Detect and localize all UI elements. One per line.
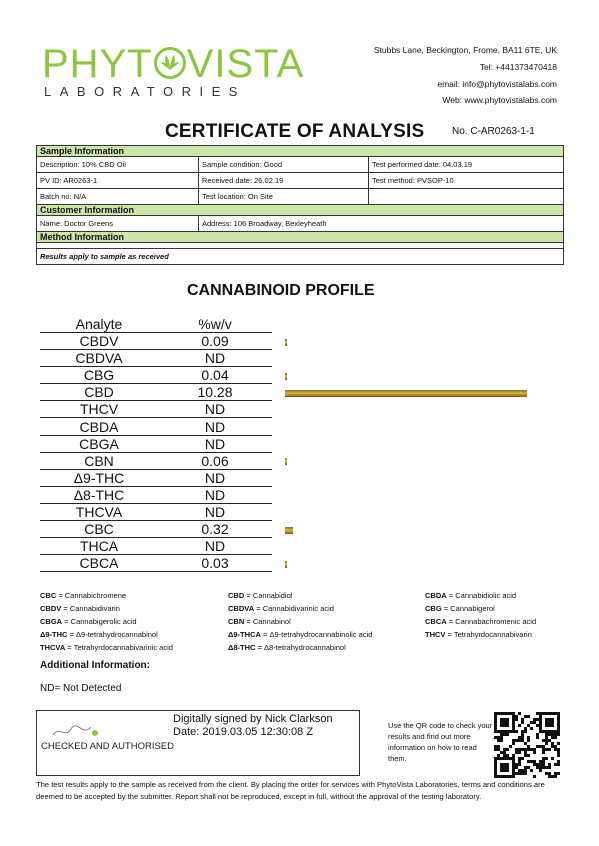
cannabinoid-profile-title: CANNABINOID PROFILE bbox=[187, 282, 375, 299]
abbreviation-value: Cannabidiolic acid bbox=[455, 591, 517, 600]
abbreviation-key: CBDA bbox=[425, 591, 447, 600]
abbreviation-key: CBCA bbox=[425, 617, 447, 626]
received-date: Received date: 26.02.19 bbox=[199, 173, 369, 189]
profile-row bbox=[40, 538, 272, 555]
telephone: Tel: +441373470418 bbox=[479, 62, 557, 72]
abbreviation-item bbox=[228, 590, 292, 603]
signature-stamp bbox=[51, 723, 101, 742]
profile-row bbox=[40, 367, 272, 384]
footer-disclaimer: The test results apply to the sample as received from the client. By placing the order for services with PhytoVista Laboratories, terms and conditions are deemed to be accepted by the submitter. Report shall not be reproduced, except in full, without the approval of the testing laboratory. bbox=[36, 780, 545, 801]
abbreviation-key: CBDVA bbox=[228, 604, 255, 613]
abbreviation-separator: = bbox=[67, 630, 77, 639]
website[interactable]: Web: www.phytovistalabs.com bbox=[442, 95, 557, 105]
abbreviation-separator: = bbox=[260, 630, 270, 639]
abbreviation-value: Cannabigerol bbox=[450, 604, 495, 613]
profile-row bbox=[40, 401, 272, 418]
bar-CBG bbox=[285, 373, 287, 380]
analyte-value: 0.03 bbox=[158, 555, 272, 572]
checked-authorised-label: CHECKED AND AUTHORISED bbox=[41, 741, 175, 752]
company-logo bbox=[42, 44, 304, 84]
analyte-name: THCV bbox=[40, 401, 158, 418]
abbreviation-separator: = bbox=[441, 604, 451, 613]
abbreviation-key: CBGA bbox=[40, 617, 63, 626]
bar-CBD bbox=[285, 390, 527, 397]
profile-row bbox=[40, 486, 272, 503]
qr-instructions: Use the QR code to check your results and find out more information on how to read them. bbox=[388, 721, 493, 763]
abbreviation-key: CBG bbox=[425, 604, 442, 613]
abbreviation-separator: = bbox=[62, 617, 71, 626]
profile-row bbox=[40, 452, 272, 469]
logo-text-part2: VISTA bbox=[186, 42, 305, 86]
results-note: Results apply to sample as received bbox=[37, 249, 564, 265]
abbreviation-item bbox=[228, 603, 334, 616]
abbreviation-separator: = bbox=[254, 604, 263, 613]
abbreviation-separator: = bbox=[244, 591, 253, 600]
analyte-value: 10.28 bbox=[158, 384, 272, 401]
analyte-name: CBDA bbox=[40, 418, 158, 435]
profile-row bbox=[40, 503, 272, 520]
address-line: Stubbs Lane, Beckington, Frome, BA11 6TE, UK bbox=[373, 45, 557, 55]
abbreviation-separator: = bbox=[56, 591, 65, 600]
abbreviation-separator: = bbox=[65, 643, 74, 652]
bar-CBC bbox=[285, 527, 293, 534]
abbreviation-key: THCVA bbox=[40, 643, 66, 652]
abbreviation-value: Cannabigerolic acid bbox=[70, 617, 137, 626]
abbreviation-item bbox=[425, 616, 536, 629]
abbreviation-value: Δ9-tetrahydrocannabinol bbox=[76, 630, 158, 639]
qr-code-icon[interactable] bbox=[494, 712, 560, 778]
cannabinoid-profile-table bbox=[40, 316, 272, 572]
sample-description: Description: 10% CBD Oil bbox=[37, 157, 199, 173]
test-performed-date: Test performed date: 04.03.19 bbox=[369, 157, 564, 173]
customer-address: Address: 106 Broadway, Bexleyheath bbox=[199, 216, 564, 232]
sample-condition: Sample condition: Good bbox=[199, 157, 369, 173]
bar-CBDV bbox=[285, 339, 287, 346]
abbreviation-key: CBD bbox=[228, 591, 245, 600]
analyte-name: CBC bbox=[40, 521, 158, 538]
analyte-name: CBG bbox=[40, 367, 158, 384]
sample-info-table bbox=[36, 145, 564, 265]
abbreviation-separator: = bbox=[446, 591, 456, 600]
profile-row bbox=[40, 333, 272, 350]
abbreviation-separator: = bbox=[61, 604, 70, 613]
abbreviation-key: Δ8-THC bbox=[228, 643, 256, 652]
analyte-name: CBDV bbox=[40, 333, 158, 350]
analyte-value: 0.32 bbox=[158, 521, 272, 538]
analyte-value: ND bbox=[158, 503, 272, 520]
analyte-name: CBGA bbox=[40, 435, 158, 452]
email[interactable]: email: info@phytovistalabs.com bbox=[437, 79, 557, 89]
analyte-name: CBD bbox=[40, 384, 158, 401]
customer-name: Name: Doctor Greens bbox=[37, 216, 199, 232]
pv-id: PV ID: AR0263-1 bbox=[37, 173, 199, 189]
test-method: Test method: PVSOP-10 bbox=[369, 173, 564, 189]
analyte-value: ND bbox=[158, 486, 272, 503]
abbreviation-item bbox=[40, 629, 158, 642]
abbreviation-key: Δ9-THC bbox=[40, 630, 68, 639]
customer-info-header: Customer Information bbox=[37, 205, 564, 216]
empty-cell bbox=[369, 189, 564, 205]
abbreviation-separator: = bbox=[244, 617, 253, 626]
abbreviation-key: CBC bbox=[40, 591, 57, 600]
abbreviation-value: Cannabidivarinic acid bbox=[262, 604, 334, 613]
profile-row bbox=[40, 435, 272, 452]
certificate-title: CERTIFICATE OF ANALYSIS bbox=[165, 121, 425, 142]
abbreviation-key: CBN bbox=[228, 617, 245, 626]
analyte-name: CBCA bbox=[40, 555, 158, 572]
bar-CBCA bbox=[285, 561, 287, 568]
analyte-value: ND bbox=[158, 538, 272, 555]
leaf-logo-icon bbox=[154, 47, 186, 79]
analyte-value: ND bbox=[158, 469, 272, 486]
profile-row bbox=[40, 384, 272, 401]
abbreviation-key: THCV bbox=[425, 630, 446, 639]
analyte-value: 0.09 bbox=[158, 333, 272, 350]
analyte-value: ND bbox=[158, 435, 272, 452]
abbreviation-value: Cannabachromenic acid bbox=[455, 617, 537, 626]
abbreviation-item bbox=[40, 616, 137, 629]
certificate-number: No. C-AR0263-1-1 bbox=[452, 126, 535, 137]
analyte-value: ND bbox=[158, 418, 272, 435]
analyte-value: 0.04 bbox=[158, 367, 272, 384]
digital-signature: Digitally signed by Nick Clarkson Date: 2019.03.05 12:30:08 Z bbox=[173, 713, 333, 738]
analyte-name: Δ8-THC bbox=[40, 486, 158, 503]
nd-note: ND= Not Detected bbox=[40, 683, 122, 694]
method-info-header: Method Information bbox=[37, 232, 564, 243]
abbreviation-separator: = bbox=[445, 630, 454, 639]
abbreviation-item bbox=[425, 603, 495, 616]
profile-row bbox=[40, 555, 272, 572]
logo-subtitle: LABORATORIES bbox=[44, 84, 246, 99]
abbreviation-item bbox=[40, 603, 120, 616]
abbreviation-separator: = bbox=[255, 643, 265, 652]
abbreviation-value: Cannabidivarin bbox=[69, 604, 120, 613]
analyte-value: ND bbox=[158, 401, 272, 418]
analyte-name: THCVA bbox=[40, 503, 158, 520]
abbreviation-key: Δ9-THCA bbox=[228, 630, 261, 639]
analyte-name: Δ9-THC bbox=[40, 469, 158, 486]
abbreviation-separator: = bbox=[446, 617, 456, 626]
signature-box bbox=[36, 710, 360, 776]
abbreviation-item bbox=[228, 642, 346, 655]
abbreviation-item bbox=[228, 629, 372, 642]
bar-CBN bbox=[285, 458, 287, 465]
analyte-value: 0.06 bbox=[158, 452, 272, 469]
value-header: %w/v bbox=[158, 316, 272, 333]
abbreviation-item bbox=[425, 629, 532, 642]
analyte-value: ND bbox=[158, 350, 272, 367]
abbreviation-item bbox=[40, 590, 126, 603]
profile-row bbox=[40, 418, 272, 435]
abbreviation-item bbox=[40, 642, 173, 655]
analyte-name: CBN bbox=[40, 452, 158, 469]
abbreviation-value: Cannabinol bbox=[252, 617, 291, 626]
abbreviation-key: CBDV bbox=[40, 604, 62, 613]
additional-info-label: Additional Information: bbox=[40, 660, 150, 671]
abbreviation-value: Δ9-tetrahydrocannabinolic acid bbox=[269, 630, 373, 639]
abbreviation-item bbox=[425, 590, 516, 603]
abbreviation-value: Tetrahyrdocannabivarinic acid bbox=[73, 643, 173, 652]
analyte-name: THCA bbox=[40, 538, 158, 555]
test-location: Test location: On Site bbox=[199, 189, 369, 205]
sample-info-header: Sample Information bbox=[37, 146, 564, 157]
abbreviation-value: Δ8-tetrahydrocannabinol bbox=[264, 643, 346, 652]
analyte-name: CBDVA bbox=[40, 350, 158, 367]
abbreviation-item bbox=[228, 616, 291, 629]
abbreviation-value: Cannabichromene bbox=[64, 591, 127, 600]
profile-row bbox=[40, 521, 272, 538]
batch-no: Batch no: N/A bbox=[37, 189, 199, 205]
profile-row bbox=[40, 350, 272, 367]
logo-text-part1: PHYT bbox=[42, 42, 153, 86]
profile-row bbox=[40, 469, 272, 486]
abbreviation-value: Tetrahyrdocannabivarin bbox=[453, 630, 532, 639]
abbreviation-value: Cannabidiol bbox=[252, 591, 293, 600]
analyte-header: Analyte bbox=[40, 316, 158, 333]
